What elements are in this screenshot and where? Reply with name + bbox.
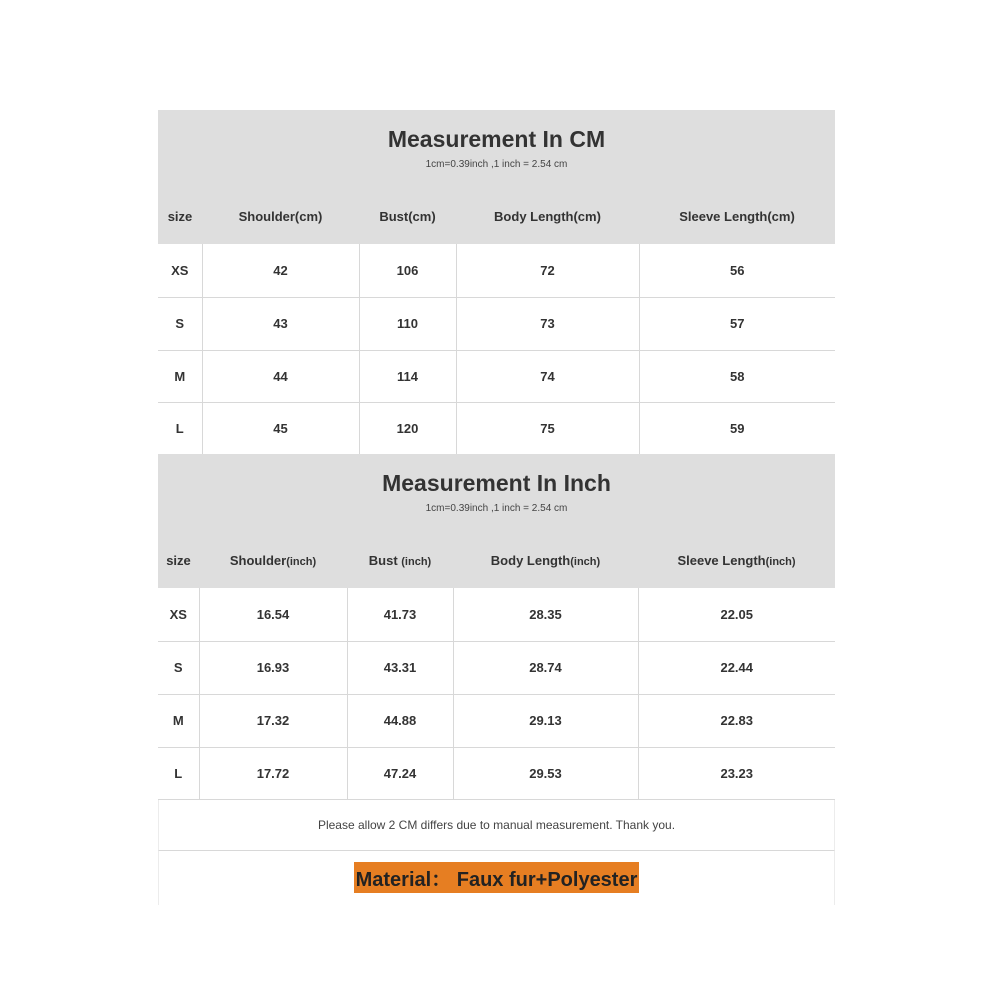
table-row [158, 297, 835, 350]
size-cell: L [158, 747, 199, 799]
table-row [158, 588, 835, 641]
table-row [158, 402, 835, 454]
bust-cell: 47.24 [347, 747, 453, 799]
header-unit: (inch) [401, 555, 432, 568]
table-row [158, 641, 835, 694]
body-length-cell: 73 [456, 297, 639, 350]
cm-size-table [158, 188, 835, 454]
column-header-shoulder: Shoulder(cm) [202, 188, 359, 244]
bust-cell: 120 [359, 402, 456, 454]
bust-cell: 44.88 [347, 694, 453, 747]
table-row [158, 747, 835, 799]
column-header-size: size [158, 188, 202, 244]
shoulder-cell: 45 [202, 402, 359, 454]
header-unit: (inch) [570, 555, 601, 568]
table-header-row [158, 532, 835, 588]
shoulder-cell: 16.93 [199, 641, 347, 694]
sleeve-length-cell: 22.83 [638, 694, 835, 747]
cm-section-title: Measurement In CM [387, 126, 606, 152]
sleeve-length-cell: 59 [730, 420, 745, 436]
size-chart [158, 110, 835, 905]
material-label: Material： Faux fur+Polyester [354, 862, 640, 893]
shoulder-cell: 42 [202, 244, 359, 297]
sleeve-length-cell: 22.44 [638, 641, 835, 694]
shoulder-cell: 17.32 [199, 694, 347, 747]
cm-measurement-section [158, 110, 835, 454]
shoulder-cell: 43 [202, 297, 359, 350]
inch-measurement-section [158, 454, 835, 800]
size-cell: S [158, 641, 199, 694]
column-header-bust: Bust(cm) [359, 188, 456, 244]
sleeve-length-cell: 22.05 [638, 588, 835, 641]
body-length-cell: 28.74 [453, 641, 638, 694]
sleeve-length-cell: 23.23 [638, 747, 835, 799]
material-row [158, 851, 835, 905]
table-row [158, 350, 835, 402]
inch-size-table [158, 532, 835, 800]
column-header-bust [347, 532, 453, 588]
body-length-cell: 72 [456, 244, 639, 297]
column-header-body-length: Body Length(cm) [456, 188, 639, 244]
body-length-cell: 74 [456, 350, 639, 402]
size-cell: M [158, 350, 202, 402]
cm-section-header [158, 110, 835, 188]
size-cell: XS [158, 244, 202, 297]
cm-conversion-note: 1cm=0.39inch ,1 inch = 2.54 cm [425, 159, 568, 170]
column-header-sleeve-length [638, 532, 835, 588]
size-cell: L [158, 402, 202, 454]
header-unit: (inch) [765, 555, 796, 568]
size-cell: XS [158, 588, 199, 641]
body-length-cell: 28.35 [453, 588, 638, 641]
inch-conversion-note: 1cm=0.39inch ,1 inch = 2.54 cm [425, 503, 568, 514]
header-label: Sleeve Length [677, 552, 766, 568]
bust-cell: 106 [359, 244, 456, 297]
column-header-body-length [453, 532, 638, 588]
bust-cell: 110 [359, 297, 456, 350]
table-header-row [158, 188, 835, 244]
inch-section-header [158, 454, 835, 532]
inch-section-title: Measurement In Inch [382, 470, 611, 496]
table-row [158, 694, 835, 747]
header-label: Bust [368, 552, 402, 568]
size-cell: S [158, 297, 202, 350]
header-label: Shoulder [229, 552, 287, 568]
sleeve-length-cell: 58 [639, 350, 835, 402]
body-length-cell: 75 [456, 402, 639, 454]
shoulder-cell: 16.54 [199, 588, 347, 641]
shoulder-cell: 17.72 [199, 747, 347, 799]
bust-cell: 43.31 [347, 641, 453, 694]
body-length-cell: 29.13 [453, 694, 638, 747]
bust-cell: 114 [359, 350, 456, 402]
measurement-disclaimer: Please allow 2 CM differs due to manual measurement. Thank you. [158, 800, 835, 851]
header-label: Body Length [490, 552, 571, 568]
size-cell: M [158, 694, 199, 747]
bust-cell: 41.73 [347, 588, 453, 641]
header-unit: (inch) [286, 555, 317, 568]
body-length-cell: 29.53 [453, 747, 638, 799]
column-header-sleeve-length: Sleeve Length(cm) [639, 188, 835, 244]
table-row [158, 244, 835, 297]
header-label: size [166, 552, 191, 568]
sleeve-length-cell: 57 [639, 297, 835, 350]
sleeve-length-cell: 56 [639, 244, 835, 297]
column-header-size [158, 532, 199, 588]
shoulder-cell: 44 [202, 350, 359, 402]
column-header-shoulder [199, 532, 347, 588]
